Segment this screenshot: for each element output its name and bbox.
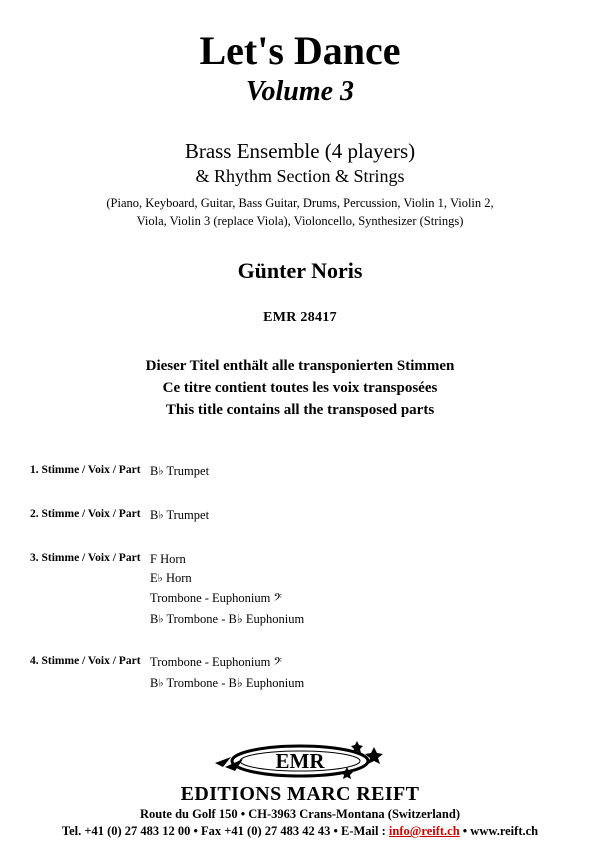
voice-entry: F Horn [150, 551, 186, 566]
ensemble-sub-line: & Rhythm Section & Strings [195, 166, 405, 187]
flat-symbol: ♭ [158, 613, 164, 626]
flat-symbol: ♭ [157, 572, 163, 585]
flat-symbol: ♭ [158, 677, 164, 690]
flat-symbol: ♭ [158, 509, 164, 522]
contact-suffix: • www.reift.ch [459, 824, 539, 838]
page-title: Let's Dance [199, 28, 401, 73]
voice-entry: B♭ Trumpet [150, 464, 210, 478]
notice-french: Ce titre contient toutes les voix transposées [162, 380, 438, 396]
title-block [0, 0, 600, 422]
bass-clef-icon: 𝄢 [273, 591, 282, 606]
footer [0, 737, 600, 839]
publisher-contact [0, 824, 600, 839]
emr-logo-icon [195, 737, 405, 781]
instrument-list [0, 195, 600, 230]
part-voices [150, 653, 304, 693]
contact-prefix: Tel. +41 (0) 27 483 12 00 • Fax +41 (0) 27 483 42 43 • E-Mail : [61, 824, 389, 838]
voice-entry: B♭ Trombone - B♭ Euphonium [150, 675, 305, 690]
publisher-name: EDITIONS MARC REIFT [180, 783, 420, 805]
part-label: 2. Stimme / Voix / Part [30, 507, 141, 520]
parts-list [0, 462, 600, 718]
part-voices [150, 462, 209, 482]
instrument-list-line-1: (Piano, Keyboard, Guitar, Bass Guitar, Drums, Percussion, Violin 1, Violin 2, [106, 196, 494, 211]
part-label: 1. Stimme / Voix / Part [30, 464, 141, 476]
notice-english: This title contains all the transposed parts [165, 401, 435, 418]
part-row [0, 653, 600, 693]
voice-entry: Trombone - Euphonium 𝄢 [150, 655, 282, 671]
bass-clef-icon: 𝄢 [273, 655, 282, 671]
voice-entry: B♭ Trombone - B♭ Euphonium [150, 611, 305, 626]
instrument-list-line-2: Viola, Violin 3 (replace Viola), Violoncello, Synthesizer (Strings) [136, 213, 464, 228]
part-label: 3. Stimme / Voix / Part [30, 551, 141, 564]
ensemble-line: Brass Ensemble (4 players) [184, 139, 416, 163]
part-label: 4. Stimme / Voix / Part [30, 655, 141, 668]
publisher-address: Route du Golf 150 • CH-3963 Crans-Montana (Switzerland) [140, 807, 460, 821]
catalog-number: EMR 28417 [263, 310, 337, 326]
part-voices [150, 550, 304, 630]
volume-subtitle: Volume 3 [245, 76, 355, 107]
part-row [0, 462, 600, 482]
notice-german: Dieser Titel enthält alle transponierten Stimmen [145, 358, 455, 375]
part-voices [150, 506, 209, 526]
composer-name: Günter Noris [237, 258, 363, 284]
voice-entry: Trombone - Euphonium 𝄢 [150, 591, 282, 606]
part-row [0, 506, 600, 526]
voice-entry: B♭ Trumpet [150, 507, 210, 522]
part-row [0, 550, 600, 630]
email-link[interactable]: info@reift.ch [388, 824, 460, 838]
voice-entry: E♭ Horn [150, 571, 192, 586]
flat-symbol: ♭ [158, 465, 164, 478]
transposed-parts-notice [0, 356, 600, 421]
emr-logo [195, 737, 405, 781]
svg-text:EMR: EMR [275, 749, 325, 773]
